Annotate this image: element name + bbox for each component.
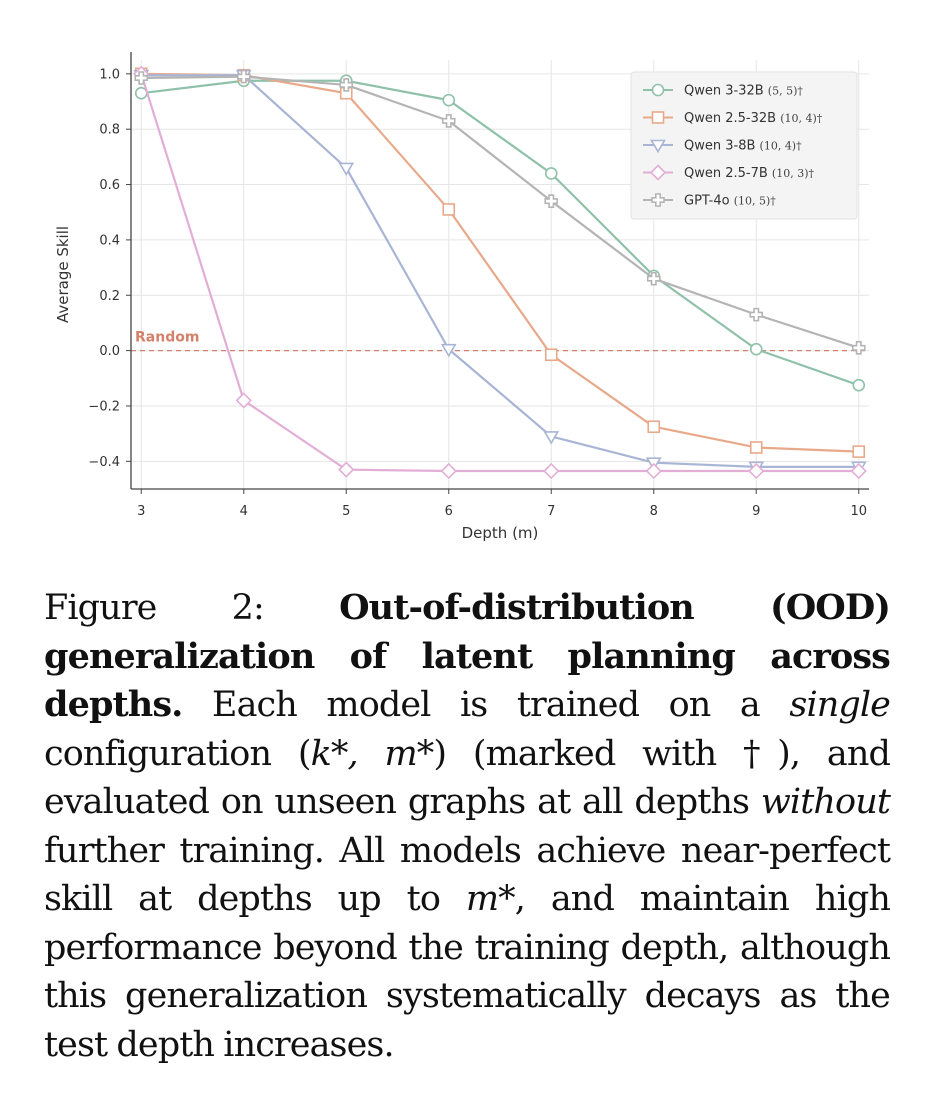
legend-marker-qwen-3-32b — [653, 85, 664, 96]
x-tick-label: 8 — [649, 504, 658, 519]
legend-config-qwen-3-32b: (5, 5)† — [767, 84, 803, 98]
data-point-qwen-2-5-32b — [853, 446, 864, 457]
x-tick-label: 5 — [342, 504, 351, 519]
legend-entry-qwen-2-5-7b: Qwen 2.5-7B (10, 3)† — [684, 166, 814, 181]
caption-emph-without: without — [760, 782, 890, 822]
legend-marker-qwen-2-5-32b — [653, 112, 664, 123]
caption-emph-single: single — [789, 685, 890, 725]
y-tick-label: −0.4 — [88, 454, 120, 470]
x-tick-label: 4 — [239, 504, 248, 519]
caption-text-1: Each model is trained on a — [182, 685, 790, 725]
data-point-qwen-2-5-7b — [237, 393, 251, 407]
data-point-qwen-2-5-7b — [442, 464, 456, 478]
legend-config-gpt-4o: (10, 5)† — [733, 194, 776, 208]
data-point-qwen-3-32b — [853, 380, 864, 391]
data-point-qwen-2-5-32b — [443, 204, 454, 215]
caption-math-config: k*, m* — [310, 733, 434, 774]
random-baseline-label: Random — [135, 329, 200, 346]
data-point-qwen-3-32b — [751, 344, 762, 355]
legend-entry-gpt-4o: GPT-4o (10, 5)† — [684, 193, 776, 209]
legend-config-qwen-2-5-7b: (10, 3)† — [771, 167, 814, 180]
data-point-qwen-3-8b — [340, 163, 353, 174]
data-point-qwen-2-5-32b — [751, 442, 762, 453]
x-tick-label: 10 — [850, 504, 868, 519]
x-tick-label: 6 — [444, 504, 453, 519]
y-tick-label: 0.6 — [99, 178, 120, 194]
caption-math-m: m* — [465, 879, 515, 919]
legend — [631, 72, 857, 219]
legend-entry-qwen-2-5-32b: Qwen 2.5-32B (10, 4)† — [684, 111, 823, 126]
x-tick-label: 3 — [137, 504, 146, 519]
caption-title: Out-of-distribution (OOD) generalization of latent planning across depths. — [44, 587, 890, 725]
figure-label: Figure 2: — [44, 588, 340, 628]
y-tick-label: 1.0 — [99, 67, 120, 83]
data-point-qwen-3-32b — [443, 95, 454, 106]
caption-text-5: , and maintain high performance beyond the training depth, although this generalization systematically decays as the test depth increases. — [44, 879, 891, 1065]
data-point-qwen-2-5-7b — [647, 464, 661, 478]
data-point-gpt-4o — [853, 342, 865, 354]
data-point-qwen-2-5-7b — [544, 464, 558, 478]
data-point-qwen-2-5-32b — [648, 421, 659, 432]
y-tick-label: −0.2 — [88, 399, 120, 415]
x-tick-label: 9 — [752, 504, 761, 519]
y-tick-label: 0.4 — [99, 233, 120, 249]
data-point-qwen-3-32b — [546, 168, 557, 179]
caption-text-3: ) (marked with †), and evaluated on unseen graphs at all depths — [44, 733, 890, 822]
y-tick-label: 0.0 — [99, 344, 120, 360]
y-tick-label: 0.2 — [99, 288, 120, 304]
x-tick-label: 7 — [547, 504, 556, 519]
legend-config-qwen-3-8b: (10, 4)† — [759, 139, 802, 153]
data-point-gpt-4o — [750, 309, 762, 321]
data-point-qwen-2-5-7b — [339, 463, 353, 477]
y-axis-label: Average Skill — [54, 225, 72, 324]
legend-entry-qwen-3-8b: Qwen 3-8B (10, 4)† — [684, 138, 802, 154]
legend-entry-qwen-3-32b: Qwen 3-32B (5, 5)† — [684, 83, 803, 99]
legend-config-qwen-2-5-32b: (10, 4)† — [780, 112, 823, 125]
x-axis-label: Depth (m) — [461, 524, 539, 542]
y-tick-label: 0.8 — [99, 122, 120, 138]
caption-text-4: further training. All models achieve near-perfect skill at depths up to — [44, 830, 890, 919]
figure-caption — [44, 584, 890, 1069]
caption-text-2: configuration ( — [44, 733, 311, 774]
data-point-qwen-2-5-32b — [546, 349, 557, 360]
